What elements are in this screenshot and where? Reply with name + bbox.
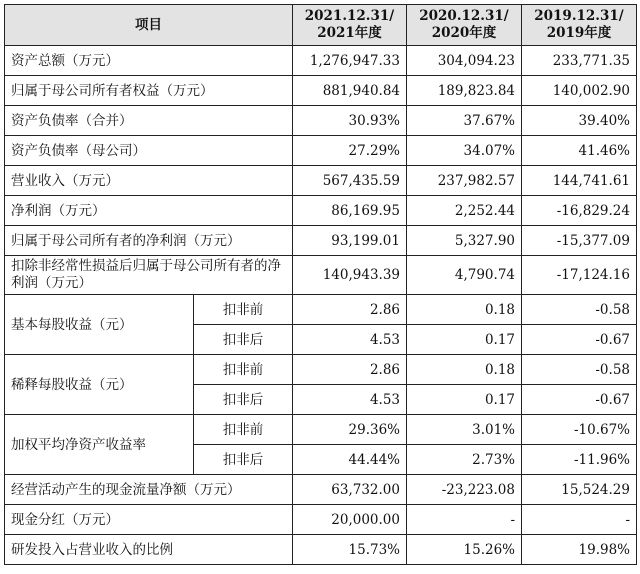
cell-2020: 2,252.44 [407, 196, 522, 226]
cell-2019: 19.98% [522, 535, 637, 565]
row-label: 归属于母公司所有者的净利润（万元） [5, 226, 293, 256]
row-label: 资产负债率（合并） [5, 106, 293, 136]
cell-2019: 144,741.61 [522, 166, 637, 196]
table-row [5, 166, 637, 196]
row-label: 稀释每股收益（元） [5, 355, 194, 415]
sub-label: 扣非后 [194, 385, 293, 415]
table-row [5, 76, 637, 106]
header-row [5, 5, 637, 46]
cell-2020: 34.07% [407, 136, 522, 166]
cell-2020: 189,823.84 [407, 76, 522, 106]
cell-2021: 27.29% [293, 136, 407, 166]
cell-2021: 86,169.95 [293, 196, 407, 226]
cell-2020: 15.26% [407, 535, 522, 565]
cell-2020: 0.18 [407, 295, 522, 325]
cell-2021: 4.53 [293, 325, 407, 355]
cell-2019: -16,829.24 [522, 196, 637, 226]
header-item: 项目 [5, 5, 293, 46]
cell-2020: -23,223.08 [407, 475, 522, 505]
cell-2021: 63,732.00 [293, 475, 407, 505]
sub-label: 扣非前 [194, 295, 293, 325]
table-row [5, 196, 637, 226]
cell-2019: -15,377.09 [522, 226, 637, 256]
table-row [5, 46, 637, 76]
cell-2021: 15.73% [293, 535, 407, 565]
cell-2019: 41.46% [522, 136, 637, 166]
cell-2019: -11.96% [522, 445, 637, 475]
cell-2021: 20,000.00 [293, 505, 407, 535]
table-row [5, 256, 637, 295]
row-label: 归属于母公司所有者权益（万元） [5, 76, 293, 106]
cell-2021: 140,943.39 [293, 256, 407, 295]
cell-2021: 881,940.84 [293, 76, 407, 106]
header-2019: 2019.12.31/ 2019年度 [522, 5, 637, 46]
cell-2019: -0.67 [522, 385, 637, 415]
cell-2019: 233,771.35 [522, 46, 637, 76]
cell-2019: -0.67 [522, 325, 637, 355]
cell-2019: 39.40% [522, 106, 637, 136]
table-row [5, 106, 637, 136]
cell-2019: -10.67% [522, 415, 637, 445]
row-label: 资产负债率（母公司） [5, 136, 293, 166]
row-label: 净利润（万元） [5, 196, 293, 226]
cell-2021: 567,435.59 [293, 166, 407, 196]
sub-label: 扣非前 [194, 355, 293, 385]
cell-2021: 4.53 [293, 385, 407, 415]
table-row [5, 226, 637, 256]
cell-2019: 15,524.29 [522, 475, 637, 505]
cell-2021: 1,276,947.33 [293, 46, 407, 76]
header-2020: 2020.12.31/ 2020年度 [407, 5, 522, 46]
row-label: 营业收入（万元） [5, 166, 293, 196]
cell-2021: 2.86 [293, 355, 407, 385]
cell-2019: -0.58 [522, 355, 637, 385]
sub-label: 扣非后 [194, 445, 293, 475]
row-label: 现金分红（万元） [5, 505, 293, 535]
header-2021: 2021.12.31/ 2021年度 [293, 5, 407, 46]
row-label: 加权平均净资产收益率 [5, 415, 194, 475]
cell-2021: 44.44% [293, 445, 407, 475]
cell-2021: 30.93% [293, 106, 407, 136]
table-row [5, 535, 637, 565]
sub-label: 扣非后 [194, 325, 293, 355]
cell-2020: 3.01% [407, 415, 522, 445]
table-row [5, 505, 637, 535]
cell-2020: 304,094.23 [407, 46, 522, 76]
cell-2020: 37.67% [407, 106, 522, 136]
cell-2019: - [522, 505, 637, 535]
table-row [5, 136, 637, 166]
cell-2020: 0.18 [407, 355, 522, 385]
row-label: 扣除非经常性损益后归属于母公司所有者的净利润（万元） [5, 256, 293, 295]
row-label: 经营活动产生的现金流量净额（万元） [5, 475, 293, 505]
cell-2020: 2.73% [407, 445, 522, 475]
cell-2019: -17,124.16 [522, 256, 637, 295]
cell-2021: 93,199.01 [293, 226, 407, 256]
cell-2020: 4,790.74 [407, 256, 522, 295]
row-label: 研发投入占营业收入的比例 [5, 535, 293, 565]
cell-2020: 0.17 [407, 385, 522, 415]
table-row [5, 295, 637, 325]
table-row [5, 475, 637, 505]
cell-2020: 5,327.90 [407, 226, 522, 256]
financial-indicators-table [4, 4, 637, 565]
cell-2019: 140,002.90 [522, 76, 637, 106]
row-label: 基本每股收益（元） [5, 295, 194, 355]
cell-2020: 0.17 [407, 325, 522, 355]
cell-2019: -0.58 [522, 295, 637, 325]
row-label: 资产总额（万元） [5, 46, 293, 76]
cell-2021: 29.36% [293, 415, 407, 445]
cell-2020: 237,982.57 [407, 166, 522, 196]
sub-label: 扣非前 [194, 415, 293, 445]
table-row [5, 415, 637, 445]
cell-2020: - [407, 505, 522, 535]
cell-2021: 2.86 [293, 295, 407, 325]
table-row [5, 355, 637, 385]
